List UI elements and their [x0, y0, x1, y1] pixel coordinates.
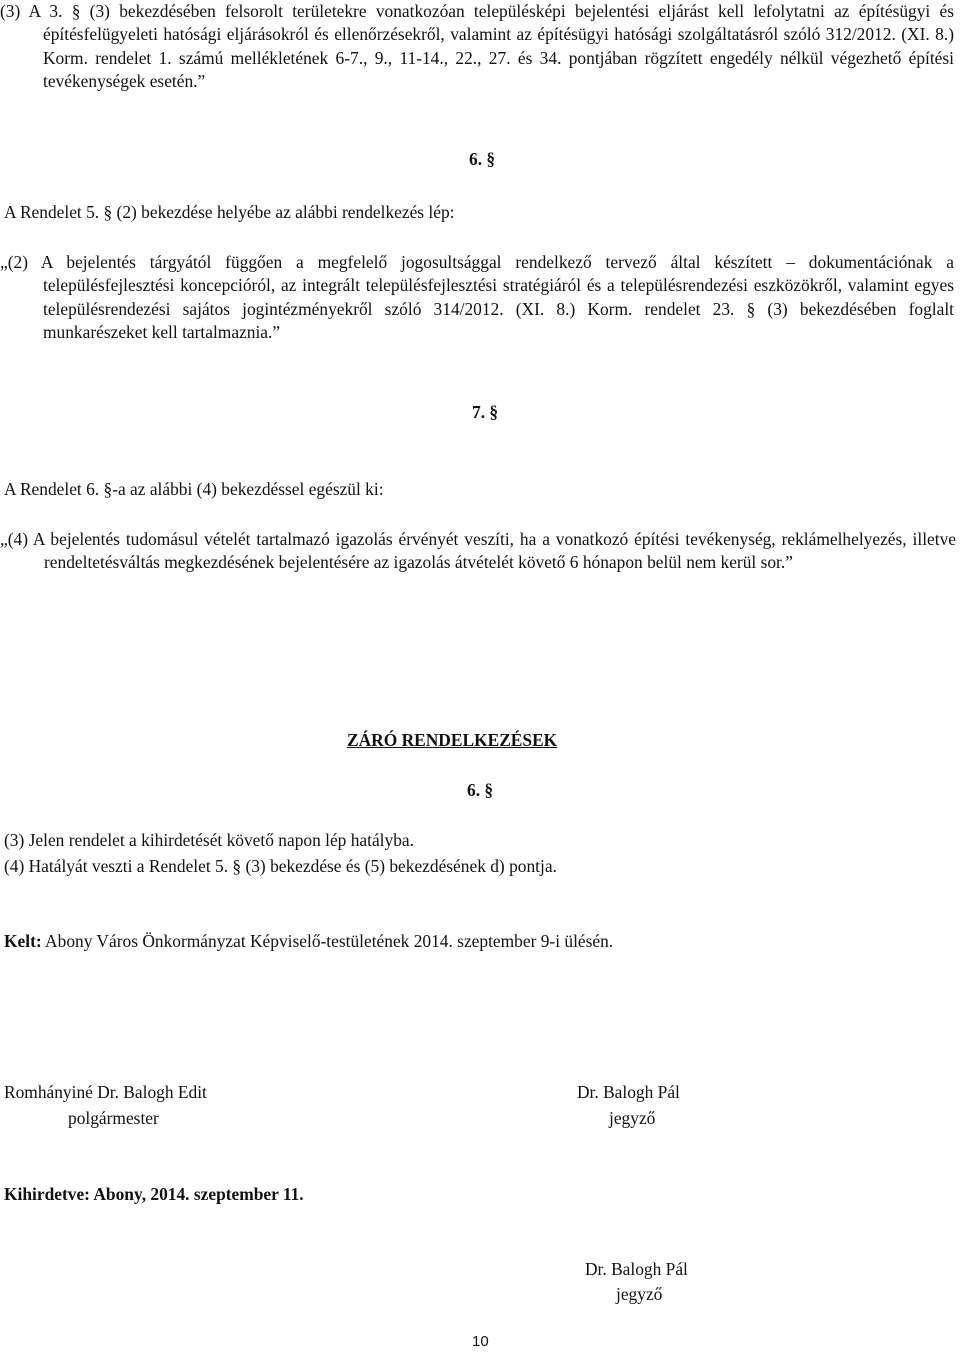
section-7-heading: 7. §	[472, 402, 499, 422]
kelt-text: Abony Város Önkormányzat Képviselő-testületének 2014. szeptember 9-i ülésén.	[41, 931, 614, 951]
page-number: 10	[472, 1333, 489, 1350]
closing-line-2: (4) Hatályát veszti a Rendelet 5. § (3) bekezdése és (5) bekezdésének d) pontja.	[4, 856, 557, 876]
closing-line-1: (3) Jelen rendelet a kihirdetését követő napon lép hatályba.	[4, 830, 414, 850]
section-6-heading: 6. §	[469, 149, 496, 169]
kelt-label: Kelt:	[4, 931, 42, 951]
intro-paragraph: (3) A 3. § (3) bekezdésében felsorolt területekre vonatkozóan településképi bejelentési eljárást kell lefolytatni az építésügyi és építésfelügyeleti hatósági eljárásokról és ellenőrzésekről, valamint az építésügyi hatósági szolgáltatásról szóló 312/2012. (XI. 8.) Korm. rendelet 1. számú mellékletének 6-7., 9., 11-14., 22., 27. és 34. pontjában rögzített engedély nélkül végezhető építési tevékenységek esetén.”	[0, 1, 954, 92]
kihirdetve-line: Kihirdetve: Abony, 2014. szeptember 11.	[4, 1184, 304, 1204]
section-6-lead: A Rendelet 5. § (2) bekezdése helyébe az alábbi rendelkezés lép:	[4, 202, 455, 222]
signature-left-title: polgármester	[68, 1108, 159, 1128]
bottom-signature-title: jegyző	[616, 1284, 663, 1304]
closing-heading: 6. §	[467, 780, 494, 800]
closing-title: ZÁRÓ RENDELKEZÉSEK	[347, 730, 558, 750]
signature-left-name: Romhányiné Dr. Balogh Edit	[4, 1082, 207, 1102]
bottom-signature-name: Dr. Balogh Pál	[585, 1259, 688, 1279]
section-7-quote: „(4) A bejelentés tudomásul vételét tartalmazó igazolás érvényét veszíti, ha a vonatkozó építési tevékenység, reklámelhelyezés, illetve rendeltetésváltás megkezdésének bejelentésére az igazolás átvételét követő 6 hónapon belül nem kerül sor.”	[0, 529, 956, 573]
signature-right-name: Dr. Balogh Pál	[577, 1082, 680, 1102]
kelt-line	[4, 930, 613, 953]
section-6-quote: „(2) A bejelentés tárgyától függően a megfelelő jogosultsággal rendelkező tervező által készített – dokumentációnak a településfejlesztési koncepcióról, az integrált településfejlesztési stratégiáról és a településrendezési eszközökről, valamint egyes településrendezési sajátos jogintézményekről szóló 314/2012. (XI. 8.) Korm. rendelet 23. § (3) bekezdésében foglalt munkarészeket kell tartalmaznia.”	[0, 252, 954, 343]
section-7-lead: A Rendelet 6. §-a az alábbi (4) bekezdéssel egészül ki:	[4, 479, 384, 499]
signature-right-title: jegyző	[609, 1108, 656, 1128]
